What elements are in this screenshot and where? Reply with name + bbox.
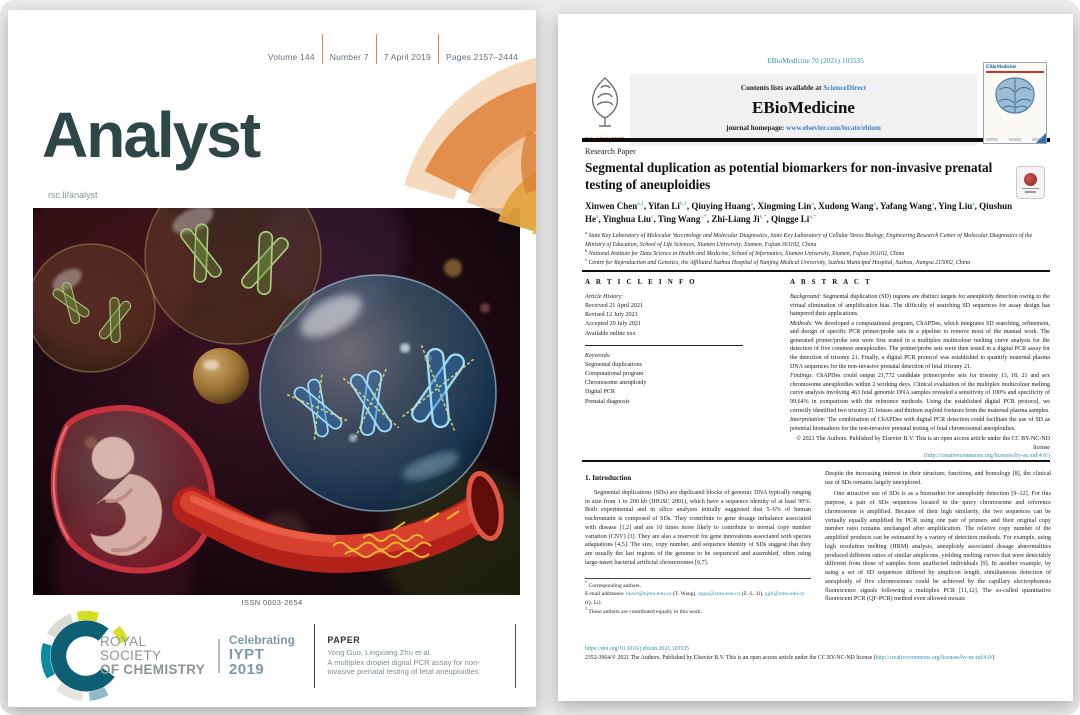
body-column-2: Despite the increasing interest in their structure, functions, and homology [8], the clinical use of SDs remains largely unexplored. One attractive use of SDs is as a biomarker for aneuploidy detection [9–12]. For this purpose, a pair of SDs sequences located in the query chromosome and reference chromosome is amplified. Because of their high similarity, the two sequences can be virtually equally amplified by PCR using one pair of primers and their original copy number ratio remains unchanged after amplification. The relative copy number of the amplified products can be estimated by a variety of detection methods. For example, using high resolution melting (HRM) analysis, aneuploidy associated dosage abnormalities produced different ratios of similar amplicons, yielding melting curves that were detectably different from those of samples from unaffected individuals [9]. In another example, by using a set of SD sequences differed by amplicon length, simultaneous detection of aneuploidy of five chromosomes could be achieved by the capillary electrophoresis fluorescence signals following a multiplex PCR [11,12]. The so-called quantitative fluorescent PCR (QF-PCR) method even allowed mosaic <box>825 471 1051 603</box>
doi-link[interactable]: https://doi.org/10.1016/j.ebiom.2021.103535 <box>585 646 690 652</box>
cover-issue-info <box>268 34 518 64</box>
affiliations: $^a$ State Key Laboratory of Molecular Vaccinology and Molecular Diagnostics, State Key Laboratory of Cellular Stress Biology, Engineering Research Center of Molecular Diagnostics of the Ministry of Education, School of Life Sciences, Xiamen University, Xiamen, Fujian 361102, China $^b$ National Institute for Data Science in Health and Medicine, School of Informatics, Xiamen University, Xiamen, Fujian 361102, China $^c$ Centre for Reproduction and Genetics, the Affiliated Suzhou Hospital of Nanjing Medical University, Suzhou Municipal Hospital, Suzhou, Jiangsu 215002, China <box>585 230 1033 266</box>
journal-citation: EBioMedicine 70 (2021) 103535 <box>767 56 864 65</box>
article-title: Segmental duplication as potential biomarkers for non-invasive prenatal testing of aneuploidies <box>585 160 993 192</box>
sciencedirect-link[interactable]: ScienceDirect <box>823 83 867 92</box>
journal-title: Analyst <box>42 99 260 171</box>
crossmark-icon <box>1024 173 1037 186</box>
check-for-updates-badge[interactable] <box>1016 166 1045 199</box>
article-type-label: Research Paper <box>585 147 636 156</box>
issue-date-label: 7 April 2019 <box>383 52 431 62</box>
homepage-link[interactable]: www.elsevier.com/locate/ebiom <box>786 124 881 132</box>
divider <box>515 624 516 688</box>
celebrating-iypt: Celebrating IYPT 2019 <box>228 632 295 679</box>
divider <box>585 345 743 346</box>
paper-type-label: PAPER <box>327 634 361 645</box>
divider <box>376 34 377 64</box>
article-info-column <box>585 278 743 407</box>
email-link[interactable]: appo@xmu.edu.cn <box>698 591 741 598</box>
keywords-list: Segmental duplications Computational program Chromosome aneuploidy Digital PCR Prenatal diagnosis <box>585 362 647 405</box>
issn: ISSN 0003-2654 <box>241 598 303 607</box>
email-link[interactable]: qgli@xmu.edu.cn <box>764 591 805 598</box>
abstract-copyright: © 2021 The Authors. Published by Elsevier B.V. This is an open access article under the CC BY-NC-ND license (http://creativecommons.org/licenses/by-nc-nd/4.0/) <box>796 436 1050 460</box>
article-info-heading: A R T I C L E I N F O <box>585 278 697 286</box>
section-rule <box>582 270 1050 272</box>
brain-illustration-icon <box>989 74 1041 118</box>
body-text <box>585 470 1051 616</box>
elsevier-logo <box>582 74 628 148</box>
paper-title: A multiplex droplet digital PCR assay for non-invasive prenatal testing of fetal aneuploidies <box>327 657 480 677</box>
divider <box>438 34 439 64</box>
thumbnail-corner <box>1036 133 1046 143</box>
volume-label: Volume 144 <box>267 52 315 62</box>
divider <box>218 639 219 673</box>
pages-label: Pages 2157–2444 <box>445 52 518 62</box>
email-link[interactable]: biowt@njmu.edu.cn <box>626 591 672 598</box>
cover-footer <box>38 610 516 702</box>
body-column-1: 1. Introduction Segmental duplications (SDs) are duplicated blocks of genomic DNA typically ranging in size from 1 to 200 kb (IHGSC 2001), which have a sequence identity of at least 90%. Both experimental and in silico analyses initially suggested that 5–6% of human euchromatin is composed of SDs. They contribute to gene dosage imbalance associated with disease [1,2] and are 10 times more likely to contribute to normal copy number variation (CNV) [3]. They are also a reservoir for gene innovations associated with species adaptations [4,5]. The size, copy number, and sequence identity of SDs suggest that they are usually the last regions of the genome to be sequenced and assembled, often using large-insert bacterial artificial chromosomes [6,7]. * Corresponding authors. E-mail addresses: biowt@njmu.edu.cn (T. Wang), appo@xmu.edu.cn (Z.-L. Ji), qgli@xmu.edu.cn (Q. Li). $^1$ These authors are contributed equally to this work. <box>585 474 811 615</box>
header-rule <box>582 138 1050 142</box>
history-list: Received 21 April 2021 Revised 12 July 2021 Accepted 20 July 2021 Available online xxx <box>585 303 644 337</box>
abstract-rule <box>582 460 1050 462</box>
license-link[interactable]: (http://creativecommons.org/licenses/by-nc-nd/4.0/) <box>924 453 1050 460</box>
journal-url: rsc.li/analyst <box>48 190 98 200</box>
paper-authors: Yong Guo, Lingxiang Zhu et al. <box>327 647 432 657</box>
contents-line: Contents lists available at ScienceDirect <box>740 83 867 92</box>
history-label: Article History: <box>585 294 624 300</box>
elsevier-tree-icon <box>585 74 625 132</box>
journal-cover-thumbnail: EBioMedicine <box>983 62 1047 144</box>
glass-sphere-blue-chromosomes <box>260 275 496 511</box>
featured-paper-block <box>327 635 501 678</box>
email-link[interactable]: http://creativecommons.org/licenses/by-nc-nd/4.0/ <box>875 655 993 661</box>
abstract-heading: A B S T R A C T <box>790 278 872 286</box>
issue-number-label: Number 7 <box>329 52 369 62</box>
introduction-heading: 1. Introduction <box>585 474 632 482</box>
divider <box>314 624 315 688</box>
abstract-sections: Background: Segmental duplication (SD) regions are distinct targets for aneuploidy detection owing to the virtual elimination of amplification bias. The difficulty of searching SD sequences for assay design has hampered their applications. Methods: We developed a computational program, ChAPDes, which integrates SD searching, refinement, and design of specific PCR primer/probe sets in a pipeline to remove most of the manual work. The generated primer/probe sets were first tested in a multiplex multicolour melting curve analysis for the detection of five common aneuploidies. The primer/probe sets were then tested in a digital PCR assay for the detection of trisomy 21. Finally, a digital PCR protocol was established to quantify maternal plasma DNA sequences for the non-invasive prenatal detection of fetal trisomy 21. Findings: ChAPDes could output 21,772 candidate primer/probe sets for trisomy 13, 18, 21 and sex chromosome aneuploidies within 2 working days. Clinical evaluation of the multiplex multicolour melting curve analysis involving 463 fetal genomic DNA samples revealed a sensitivity of 100% and specificity of 99.64% in comparison with the reference methods. Using the established digital PCR protocol, we correctly identified two trisomy 21 fetuses and thirteen euploid foetuses from the maternal plasma samples. Interpretation: The combination of ChAPDes with digital PCR detection could facilitate the use of SD as potential biomarkers for the non-invasive prenatal testing of fetal chromosomal aneuploidies. <box>790 294 1050 432</box>
divider <box>322 34 323 64</box>
journal-header <box>630 74 977 146</box>
abstract-column <box>790 278 1050 461</box>
journal-name: EBioMedicine <box>752 98 855 117</box>
copyright-line: 2352-3964/© 2021 The Authors. Published by Elsevier B.V. This is an open access article under the CC BY-NC-ND license (http://creativecommons.org/licenses/by-nc-nd/4.0/) <box>585 655 995 661</box>
bubble-green-left <box>33 244 155 372</box>
homepage-line: journal homepage: www.elsevier.com/locate/ebiom <box>726 124 881 132</box>
rsc-name: ROYAL SOCIETY OF CHEMISTRY <box>100 634 206 677</box>
cover-illustration <box>33 208 520 595</box>
thumbnail-color-bar <box>986 71 1044 73</box>
ebiomedicine-article-page <box>558 14 1073 701</box>
footnotes: * Corresponding authors. E-mail addresses: biowt@njmu.edu.cn (T. Wang), appo@xmu.edu.cn (Z.-L. Ji), qgli@xmu.edu.cn (Q. Li). $^1$ These authors are contributed equally to this work. <box>585 578 811 617</box>
author-list: Xinwen Chen$^{a,1}$, Yifan Li$^{b,1}$, Qiuying Huang$^a$, Xingming Lin$^a$, Xudong Wang$^a$, Yafang Wang$^a$, Ying Liu$^a$, Qiushun He$^a$, Yinghua Liu$^c$, Ting Wang$^{c,*}$, Zhi-Liang $Ji^{b,*}$, Qingge $Li^{a,*}$ <box>585 201 1013 225</box>
gold-sphere <box>193 348 249 404</box>
keywords-label: Keywords: <box>585 352 612 359</box>
analyst-cover-page <box>8 10 536 707</box>
